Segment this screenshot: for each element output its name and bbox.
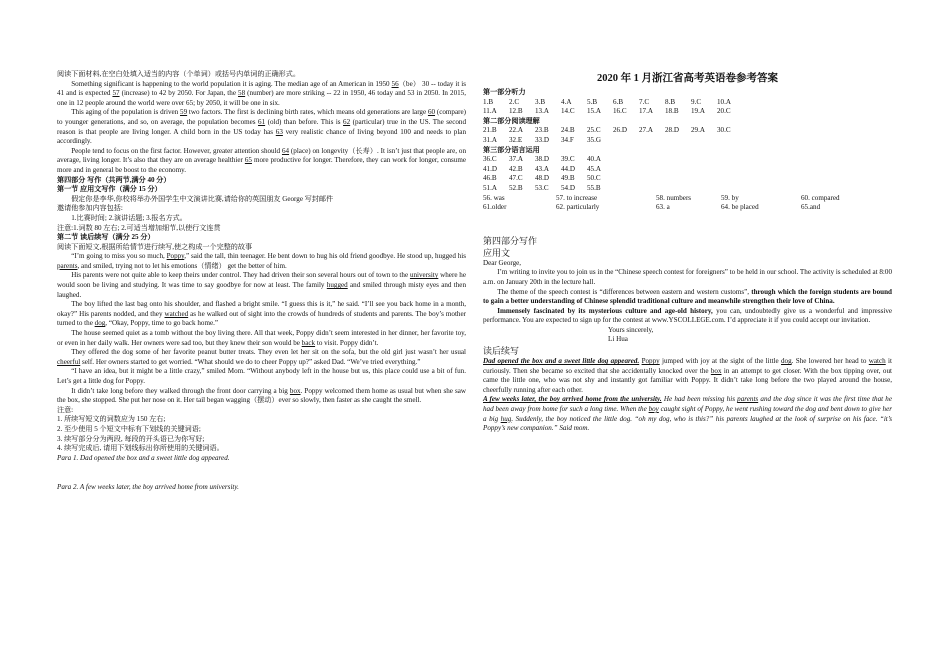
answers-row: 51.A 52.B 53.C 54.D 55.B xyxy=(483,183,601,192)
part-2-heading: 第二部分阅读理解 xyxy=(483,116,540,125)
answers-row: 41.D 42.B 43.A 44.D 45.A xyxy=(483,164,601,173)
story-para-3: The boy lifted the last bag onto his shoulder, and flashed a bright smile. “I guess this is it,” he said. “I’ll see you back home in a month, okay?” His parents nodded, and they watched as he walked out of sight into the crowds of hundreds of students and parents. The boy’s mother turned to the dog, “Okay, Poppy, time to go back home.” xyxy=(57,300,466,328)
answer-key-title: 2020 年 1 月浙江省高考英语卷参考答案 xyxy=(596,73,779,84)
continuation-para-1: Dad opened the box and a sweet little dog appeared. Poppy jumped with joy at the sight of the little dog. She lowered her head to watch it curiously. Then she became so excited that she accidentally knocked over the box in an attempt to get closer. With the box tipping over, out came the little one, who was not shy and instantly got familiar with Poppy. It didn’t take long before the two played around the house, cheerfully running after each other. xyxy=(483,357,892,394)
letter-signature: Li Hua xyxy=(608,335,628,344)
writing-task-2: 阅读下面短文,根据所给情节进行续写,使之构成一个完整的故事 xyxy=(57,242,253,251)
letter-greeting: Dear George, xyxy=(483,258,522,267)
para-1-starter: Para 1. Dad opened the box and a sweet little dog appeared. xyxy=(57,453,230,462)
story-para-6: “I have an idea, but it might be a little crazy,” smiled Mom. “Without anybody left in the house but us, this place could use a bit of fun. Let’s get a little dog for Poppy. xyxy=(57,367,466,385)
answers-row: 46.B 47.C 48.D 49.B 50.C xyxy=(483,174,601,183)
part-1-heading: 第一部分听力 xyxy=(483,88,526,96)
answers-row: 36.C 37.A 38.D 39.C 40.A xyxy=(483,155,601,164)
letter-para-3: Immensely fascinated by its mysterious culture and age-old history, you can, undoubtedly give us a wonderful and impressive performance. You are expected to sign up for the contest at www.YSCOLLEGE.com. I’d appreciate it if you could accept our invitation. xyxy=(483,306,893,325)
letter-para-1: I’m writing to invite you to join us in the “Chinese speech contest for foreigners” to be held in our school. The activity is scheduled at 8:00 a.m. on January 20th in the lecture hall. xyxy=(483,268,892,286)
passage-para-2: This aging of the population is driven 59 two factors. The first is declining birth rates, which means old generations are large 60 (compare) to younger generations, and so, on average, the population becomes 61 (old) than before. This is 62 (particular) true in the US. The second reason is that people are living longer. A child born in the US today has 63 very realistic chance of living beyond 100 and needs to plan accordingly. xyxy=(57,108,467,146)
letter-closing: Yours sincerely, xyxy=(608,325,654,334)
note-1: 1. 所续写短文的词数应为 150 左右; xyxy=(57,415,166,424)
story-para-5: They offered the dog some of her favorite peanut butter treats. They even let her sit on the sofa, but the old girl just wasn’t her usual cheerful self. Her owners started to get worried. “What should we do to cheer Poppy up?” asked Dad. “We’ve tried everything.” xyxy=(57,348,466,366)
answers-row: 56. was 57. to increase 58. numbers 59. by 60. compared xyxy=(483,193,840,202)
para-2-starter: Para 2. A few weeks later, the boy arrived home from university. xyxy=(57,483,239,492)
letter-subheading: 应用文 xyxy=(483,247,511,258)
writing-notes: 注意:1.词数 80 左右; 2.可适当增加细节,以使行文连贯 xyxy=(57,223,221,232)
writing-task-1b: 邀请他参加内容包括: xyxy=(57,204,123,213)
grammar-instruction: 阅读下面材料,在空白处填入适当的内容（个单词）或括号内单词的正确形式。 xyxy=(57,70,300,78)
writing-points: 1.比赛时间; 2.演讲话题; 3.报名方式。 xyxy=(71,213,187,222)
part-4-heading: 第四部分写作 xyxy=(483,235,538,246)
passage-para-3: People tend to focus on the first factor. However, greater attention should 64 (place) on longevity（长寿）. It isn’t just that people are, on average, living longer. It’s also that they are on average healthier 65 more productive for longer. Therefore, they can work for longer, consume more and in general be boost to the economy. xyxy=(57,146,466,174)
letter-para-2: The theme of the speech contest is “differences between eastern and western customs”, through which the foreign students are bound to gain a better understanding of Chinese splendid traditional culture and meanwhile strengthen their love of China. xyxy=(483,287,892,306)
section-4-1-heading: 第一节 应用文写作（满分 15 分） xyxy=(57,185,162,194)
exam-questions-column xyxy=(57,70,466,493)
answers-row: 11.A 12.B 13.A 14.C 15.A 16.C 17.A 18.B 19.A 20.C xyxy=(483,107,731,116)
passage-para-1: Something significant is happening to the world population it is aging. The median age of an American in 1950 56（be） 30 -- today it is 41 and is expected 57 (increase) to 42 by 2050. For Japan, the 58 (number) are more striking -- 22 in 1950, 46 today and 53 in 2050. In 2015, one in 12 people around the world were over 65; by 2050, it will be one in six. xyxy=(57,79,466,107)
answers-row: 31.A 32.E 33.D 34.F 35.G xyxy=(483,135,601,144)
section-4-heading: 第四部分 写作（共两节,满分 40 分） xyxy=(57,175,171,184)
story-para-4: The house seemed quiet as a tomb without the boy living there. All that week, Poppy didn’t seem interested in her dinner, her favorite toy, or even in her daily walk. Her owners were sad too, but they knew their son would be back to visit. Poppy didn’t. xyxy=(57,329,466,347)
answers-row: 21.B 22.A 23.B 24.B 25.C 26.D 27.A 28.D 29.A 30.C xyxy=(483,126,731,135)
answer-key-column xyxy=(483,70,892,434)
note-2: 2. 至少使用 5 个短文中标有下划线的关键词语; xyxy=(57,424,201,433)
story-para-2: His parents were not quite able to keep theirs under control. They had driven their son several hours out of town to the university where he would soon be living and studying. It was time to say goodbye for now at least. The family hugged and smiled through misty eyes and then laughed. xyxy=(57,271,467,299)
story-para-7: It didn’t take long before they walked through the front door carrying a big box. Poppy welcomed them home as usual but when she saw the box, she stopped. She put her nose on it. Her tail began wagging（摆动）ever so slowly, then faster as she caught the smell. xyxy=(57,386,466,405)
notes-label: 注意: xyxy=(57,405,74,414)
part-3-heading: 第三部分语言运用 xyxy=(483,145,540,154)
continuation-para-2: A few weeks later, the boy arrived home from the university. He had been missing his parents and the dog since it was the first time that he had been away from home for such a long time. When the boy caught sight of Poppy, he went rushing toward the dog and bent down to give her a big hug. Suddenly, the boy noticed the little dog. “oh my dog, who is this?” his parents laughed at the look of surprise on his face. “it’s Poppy’s new companion.” Said mom. xyxy=(483,395,893,433)
story-para-1: “I’m going to miss you so much, Poppy,” said the tall, thin teenager. He bent down to hug his old friend goodbye. He stood up, hugged his parents, and smiled, trying not to let his emotions（情绪） get the better of him. xyxy=(57,252,466,270)
answers-row: 1.B 2.C 3.B 4.A 5.B 6.B 7.C 8.B 9.C 10.A xyxy=(483,97,731,106)
answers-row: 61.older 62. particularly 63. a 64. be placed 65.and xyxy=(483,203,821,212)
note-4: 4. 续写完成后, 请用下划线标出你所使用的关键词语。 xyxy=(57,444,224,453)
continuation-subheading: 读后续写 xyxy=(483,346,520,357)
section-4-2-heading: 第二节 读后续写（满分 25 分） xyxy=(57,233,155,242)
writing-task-1: 假定你是李华,你校将举办外国学生中文演讲比赛,请给你的英国朋友 George 写封邮件 xyxy=(71,194,334,203)
note-3: 3. 续写部分分为两段, 每段的开头语已为你写好; xyxy=(57,434,205,443)
